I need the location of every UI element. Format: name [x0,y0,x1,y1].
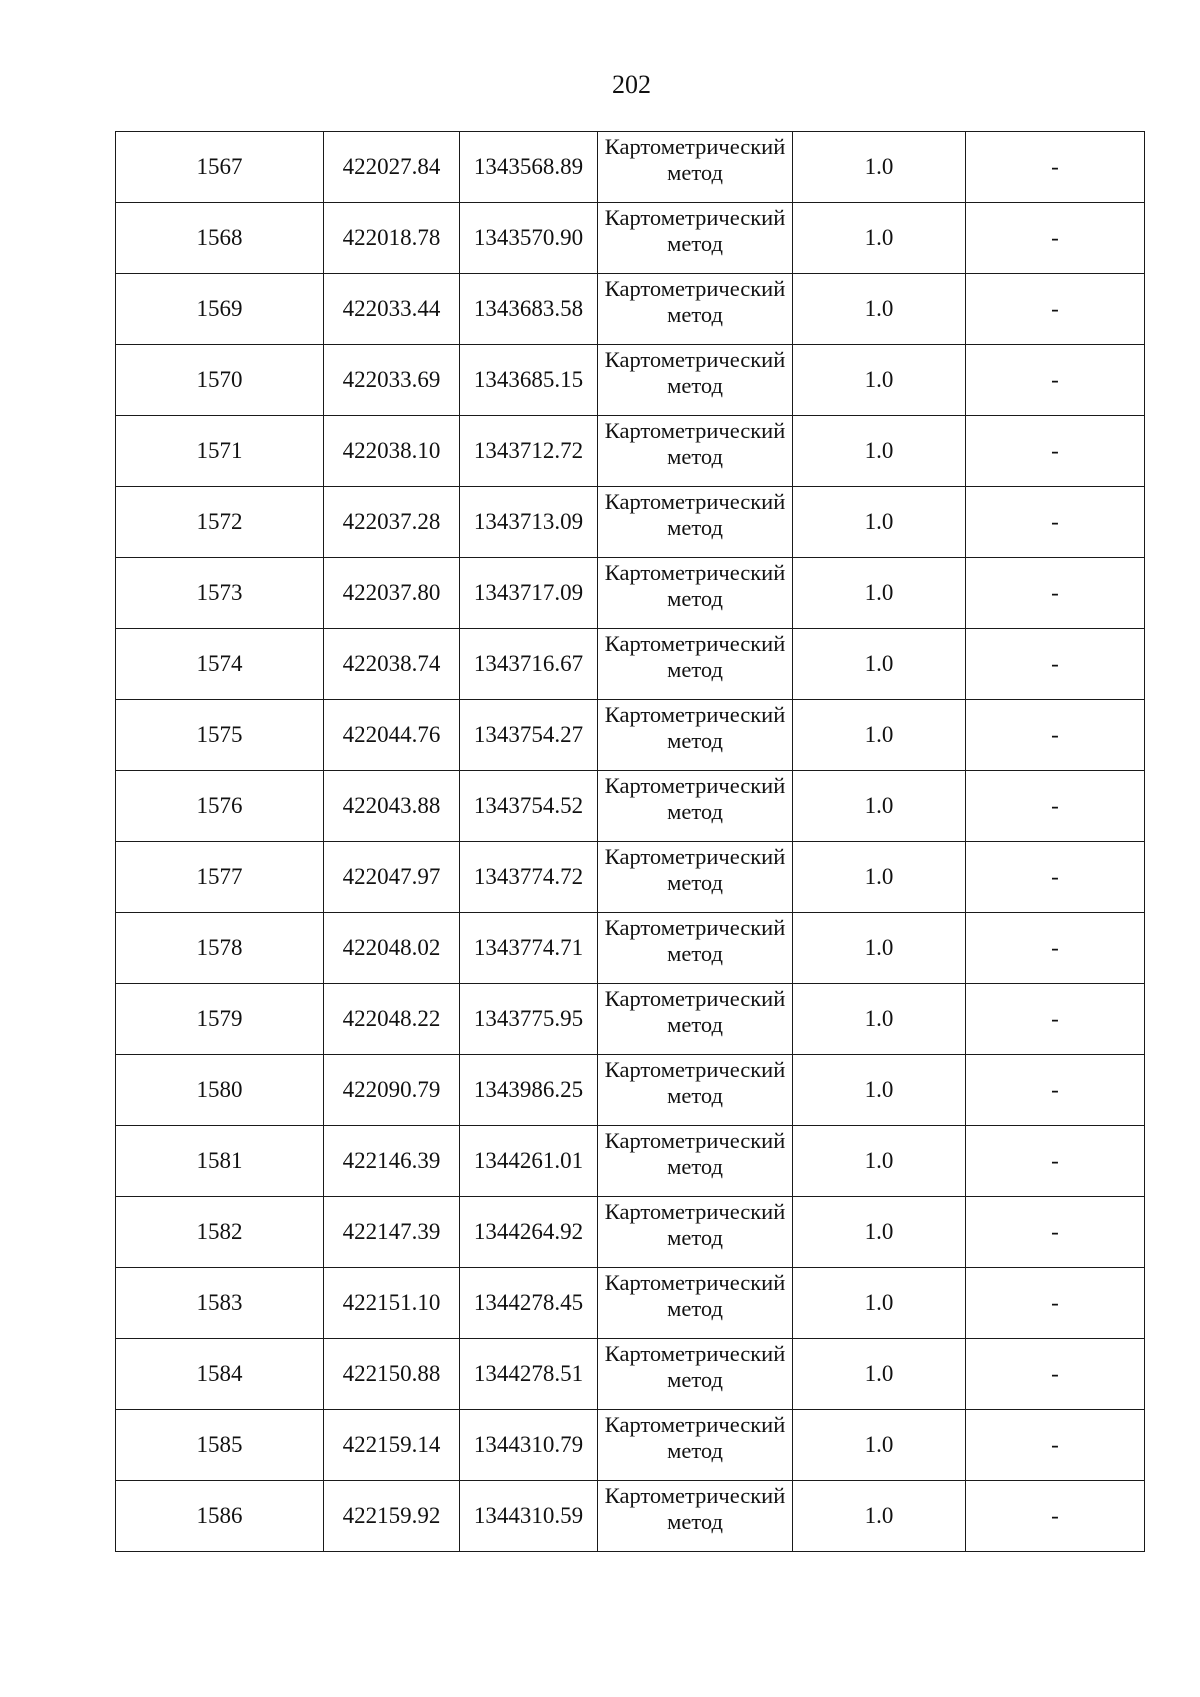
method-cell [598,700,793,771]
note-cell: - [966,842,1145,913]
coordinates-table [115,131,1145,1552]
point-number-cell: 1574 [116,629,324,700]
point-number-cell: 1571 [116,416,324,487]
note-cell: - [966,1268,1145,1339]
coordinates-table-body [116,132,1145,1552]
table-row [116,771,1145,842]
accuracy-cell: 1.0 [793,1481,966,1552]
note-cell: - [966,345,1145,416]
method-line-1: Картометрический [604,205,786,230]
accuracy-cell: 1.0 [793,1197,966,1268]
accuracy-cell: 1.0 [793,1126,966,1197]
method-cell [598,345,793,416]
y-coordinate-cell: 1343986.25 [460,1055,598,1126]
method-cell [598,1410,793,1481]
y-coordinate-cell: 1343775.95 [460,984,598,1055]
method-line-2: метод [667,160,723,185]
x-coordinate-cell: 422159.14 [324,1410,460,1481]
method-line-1: Картометрический [604,1270,786,1295]
method-line-1: Картометрический [604,702,786,727]
x-coordinate-cell: 422043.88 [324,771,460,842]
table-row [116,1197,1145,1268]
method-line-1: Картометрический [604,844,786,869]
note-cell: - [966,1339,1145,1410]
method-line-1: Картометрический [604,1412,786,1437]
accuracy-cell: 1.0 [793,913,966,984]
note-cell: - [966,416,1145,487]
method-cell [598,1055,793,1126]
y-coordinate-cell: 1343685.15 [460,345,598,416]
note-cell: - [966,771,1145,842]
table-row [116,345,1145,416]
point-number-cell: 1573 [116,558,324,629]
accuracy-cell: 1.0 [793,558,966,629]
x-coordinate-cell: 422033.44 [324,274,460,345]
method-line-1: Картометрический [604,1057,786,1082]
method-line-1: Картометрический [604,773,786,798]
method-cell [598,629,793,700]
y-coordinate-cell: 1343570.90 [460,203,598,274]
note-cell: - [966,1126,1145,1197]
method-line-1: Картометрический [604,1483,786,1508]
x-coordinate-cell: 422151.10 [324,1268,460,1339]
note-cell: - [966,1197,1145,1268]
method-line-2: метод [667,941,723,966]
table-row [116,132,1145,203]
accuracy-cell: 1.0 [793,1268,966,1339]
y-coordinate-cell: 1343568.89 [460,132,598,203]
table-row [116,984,1145,1055]
point-number-cell: 1583 [116,1268,324,1339]
accuracy-cell: 1.0 [793,984,966,1055]
method-line-2: метод [667,515,723,540]
point-number-cell: 1586 [116,1481,324,1552]
note-cell: - [966,487,1145,558]
method-line-2: метод [667,1509,723,1534]
accuracy-cell: 1.0 [793,487,966,558]
method-line-2: метод [667,1296,723,1321]
method-cell [598,132,793,203]
table-row [116,842,1145,913]
x-coordinate-cell: 422147.39 [324,1197,460,1268]
table-row [116,1055,1145,1126]
y-coordinate-cell: 1344310.79 [460,1410,598,1481]
x-coordinate-cell: 422048.02 [324,913,460,984]
method-cell [598,771,793,842]
y-coordinate-cell: 1343774.71 [460,913,598,984]
method-cell [598,1268,793,1339]
accuracy-cell: 1.0 [793,203,966,274]
y-coordinate-cell: 1343754.27 [460,700,598,771]
y-coordinate-cell: 1344310.59 [460,1481,598,1552]
point-number-cell: 1585 [116,1410,324,1481]
table-row [116,558,1145,629]
y-coordinate-cell: 1343713.09 [460,487,598,558]
accuracy-cell: 1.0 [793,700,966,771]
x-coordinate-cell: 422159.92 [324,1481,460,1552]
point-number-cell: 1577 [116,842,324,913]
table-row [116,629,1145,700]
note-cell: - [966,913,1145,984]
method-line-2: метод [667,728,723,753]
point-number-cell: 1570 [116,345,324,416]
x-coordinate-cell: 422090.79 [324,1055,460,1126]
method-cell [598,1339,793,1410]
x-coordinate-cell: 422146.39 [324,1126,460,1197]
accuracy-cell: 1.0 [793,274,966,345]
x-coordinate-cell: 422048.22 [324,984,460,1055]
method-line-1: Картометрический [604,1341,786,1366]
y-coordinate-cell: 1343683.58 [460,274,598,345]
point-number-cell: 1584 [116,1339,324,1410]
method-line-1: Картометрический [604,1199,786,1224]
method-line-2: метод [667,373,723,398]
point-number-cell: 1569 [116,274,324,345]
method-line-1: Картометрический [604,631,786,656]
method-line-1: Картометрический [604,915,786,940]
method-line-2: метод [667,444,723,469]
y-coordinate-cell: 1344278.45 [460,1268,598,1339]
method-cell [598,913,793,984]
note-cell: - [966,203,1145,274]
note-cell: - [966,1410,1145,1481]
x-coordinate-cell: 422044.76 [324,700,460,771]
method-line-2: метод [667,870,723,895]
point-number-cell: 1579 [116,984,324,1055]
x-coordinate-cell: 422038.10 [324,416,460,487]
x-coordinate-cell: 422018.78 [324,203,460,274]
note-cell: - [966,274,1145,345]
point-number-cell: 1575 [116,700,324,771]
point-number-cell: 1581 [116,1126,324,1197]
method-line-1: Картометрический [604,986,786,1011]
note-cell: - [966,700,1145,771]
table-row [116,274,1145,345]
point-number-cell: 1578 [116,913,324,984]
table-row [116,700,1145,771]
method-line-1: Картометрический [604,347,786,372]
y-coordinate-cell: 1344278.51 [460,1339,598,1410]
method-line-1: Картометрический [604,489,786,514]
method-line-2: метод [667,1225,723,1250]
method-line-2: метод [667,657,723,682]
table-row [116,203,1145,274]
y-coordinate-cell: 1343774.72 [460,842,598,913]
table-row [116,416,1145,487]
point-number-cell: 1568 [116,203,324,274]
y-coordinate-cell: 1343716.67 [460,629,598,700]
method-line-2: метод [667,1367,723,1392]
method-line-2: метод [667,231,723,256]
accuracy-cell: 1.0 [793,1339,966,1410]
accuracy-cell: 1.0 [793,1055,966,1126]
method-cell [598,203,793,274]
method-cell [598,1197,793,1268]
method-cell [598,487,793,558]
y-coordinate-cell: 1344261.01 [460,1126,598,1197]
accuracy-cell: 1.0 [793,1410,966,1481]
method-line-1: Картометрический [604,418,786,443]
point-number-cell: 1576 [116,771,324,842]
method-line-1: Картометрический [604,560,786,585]
table-row [116,913,1145,984]
method-cell [598,274,793,345]
method-line-2: метод [667,586,723,611]
note-cell: - [966,629,1145,700]
x-coordinate-cell: 422047.97 [324,842,460,913]
y-coordinate-cell: 1343712.72 [460,416,598,487]
method-cell [598,558,793,629]
accuracy-cell: 1.0 [793,416,966,487]
page-number: 202 [612,70,651,99]
method-line-2: метод [667,799,723,824]
x-coordinate-cell: 422037.28 [324,487,460,558]
method-line-2: метод [667,1012,723,1037]
table-row [116,1268,1145,1339]
accuracy-cell: 1.0 [793,842,966,913]
table-row [116,1126,1145,1197]
x-coordinate-cell: 422027.84 [324,132,460,203]
method-cell [598,1481,793,1552]
note-cell: - [966,132,1145,203]
table-row [116,1410,1145,1481]
method-cell [598,984,793,1055]
method-line-2: метод [667,1083,723,1108]
method-cell [598,1126,793,1197]
y-coordinate-cell: 1344264.92 [460,1197,598,1268]
method-cell [598,842,793,913]
method-cell [598,416,793,487]
accuracy-cell: 1.0 [793,132,966,203]
table-row [116,1339,1145,1410]
table-row [116,487,1145,558]
x-coordinate-cell: 422037.80 [324,558,460,629]
method-line-1: Картометрический [604,134,786,159]
x-coordinate-cell: 422150.88 [324,1339,460,1410]
point-number-cell: 1567 [116,132,324,203]
note-cell: - [966,984,1145,1055]
accuracy-cell: 1.0 [793,629,966,700]
method-line-2: метод [667,1438,723,1463]
note-cell: - [966,558,1145,629]
accuracy-cell: 1.0 [793,771,966,842]
x-coordinate-cell: 422038.74 [324,629,460,700]
method-line-1: Картометрический [604,276,786,301]
table-row [116,1481,1145,1552]
method-line-1: Картометрический [604,1128,786,1153]
accuracy-cell: 1.0 [793,345,966,416]
method-line-2: метод [667,302,723,327]
point-number-cell: 1582 [116,1197,324,1268]
y-coordinate-cell: 1343754.52 [460,771,598,842]
y-coordinate-cell: 1343717.09 [460,558,598,629]
note-cell: - [966,1481,1145,1552]
method-line-2: метод [667,1154,723,1179]
x-coordinate-cell: 422033.69 [324,345,460,416]
point-number-cell: 1580 [116,1055,324,1126]
note-cell: - [966,1055,1145,1126]
point-number-cell: 1572 [116,487,324,558]
